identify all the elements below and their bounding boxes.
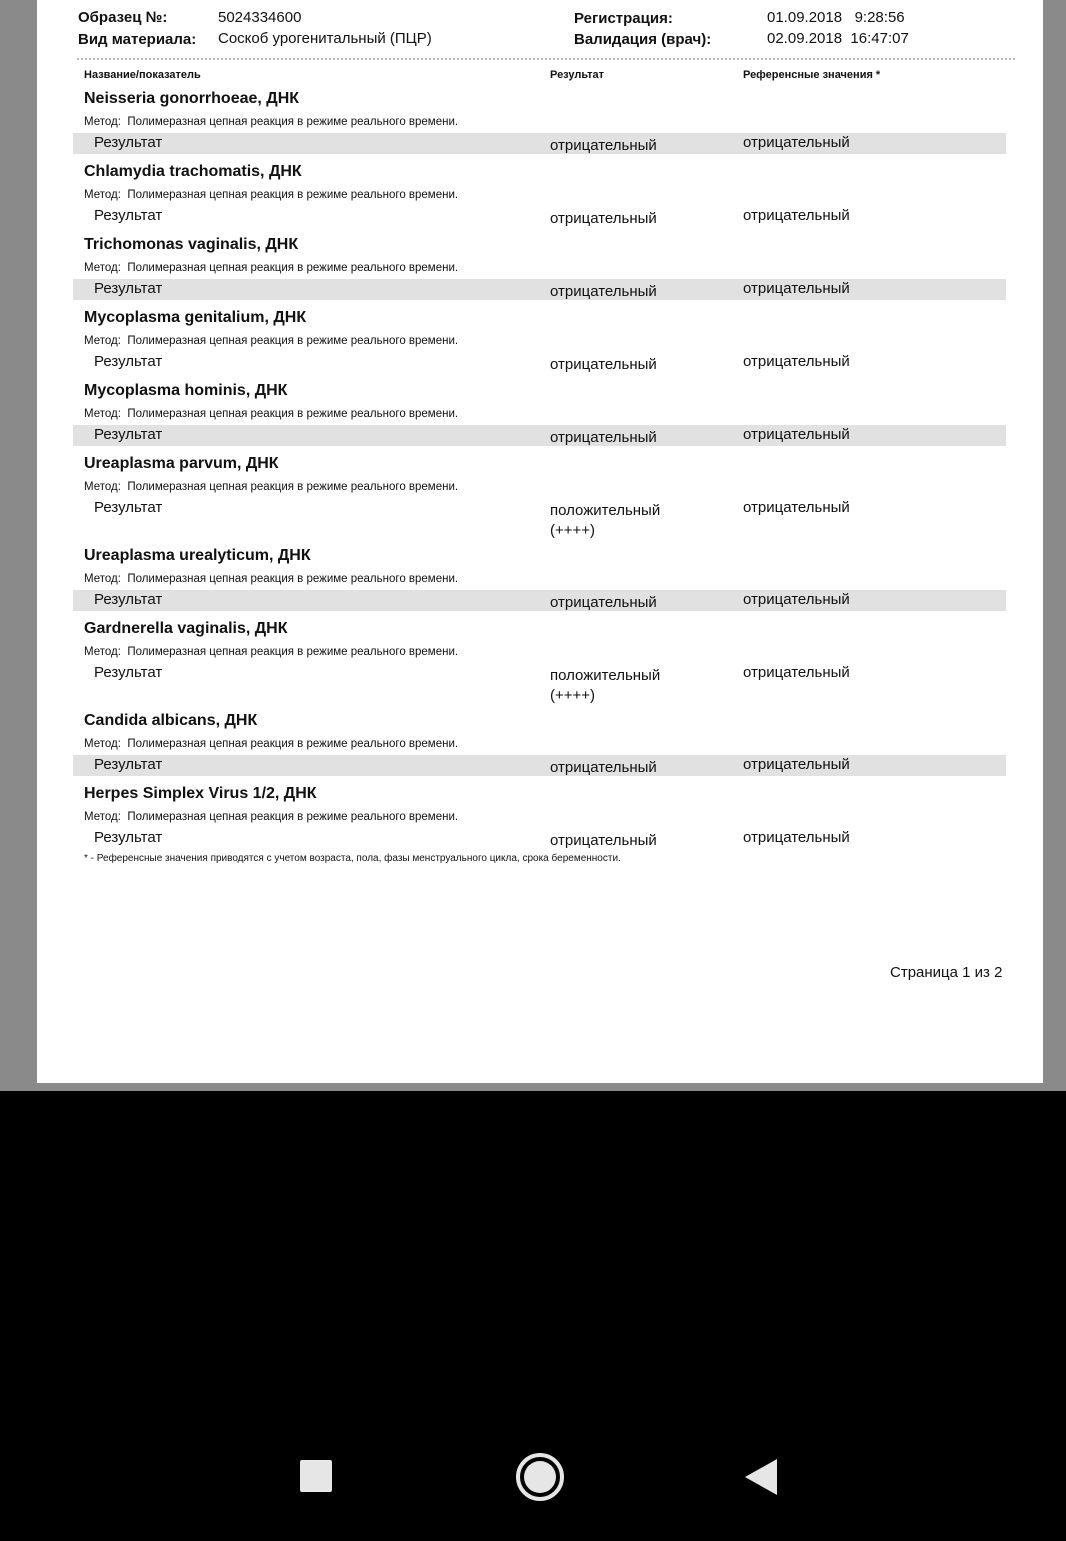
method-text: Полимеразная цепная реакция в режиме реального времени.	[127, 116, 459, 128]
result-label: Результат	[94, 664, 163, 681]
reference-value: отрицательный	[743, 664, 850, 681]
method-prefix: Метод:	[84, 335, 121, 347]
test-name: Trichomonas vaginalis, ДНК	[84, 236, 299, 253]
method-text: Полимеразная цепная реакция в режиме реального времени.	[127, 262, 459, 274]
test-method	[84, 811, 458, 823]
result-value	[550, 758, 657, 778]
result-intensity: (++++)	[550, 522, 596, 539]
result-text: отрицательный	[550, 356, 657, 373]
result-value	[550, 136, 657, 156]
test-name: Candida albicans, ДНК	[84, 712, 258, 729]
test-name: Herpes Simplex Virus 1/2, ДНК	[84, 785, 317, 802]
method-prefix: Метод:	[84, 646, 121, 658]
reference-value: отрицательный	[743, 134, 850, 151]
result-value	[550, 831, 657, 851]
test-name: Ureaplasma parvum, ДНК	[84, 455, 279, 472]
result-value	[550, 501, 660, 541]
result-value	[550, 428, 657, 448]
test-name: Chlamydia trachomatis, ДНК	[84, 163, 302, 180]
result-text: отрицательный	[550, 832, 657, 849]
result-intensity: (++++)	[550, 687, 596, 704]
home-button[interactable]	[514, 1451, 566, 1508]
method-text: Полимеразная цепная реакция в режиме реального времени.	[127, 335, 459, 347]
document-page	[37, 0, 1043, 1083]
reference-value: отрицательный	[743, 426, 850, 443]
result-row	[73, 828, 1006, 849]
material-value: Соскоб урогенитальный (ПЦР)	[218, 30, 432, 47]
result-value	[550, 209, 657, 229]
test-method	[84, 189, 458, 201]
result-text: положительный	[550, 667, 661, 684]
method-text: Полимеразная цепная реакция в режиме реального времени.	[127, 738, 459, 750]
validation-label: Валидация (врач):	[574, 31, 712, 48]
result-row	[73, 352, 1006, 373]
home-icon	[514, 1451, 566, 1503]
material-label: Вид материала:	[78, 31, 197, 48]
sample-label: Образец №:	[78, 9, 168, 26]
registration-value: 01.09.2018 9:28:56	[767, 9, 905, 26]
method-text: Полимеразная цепная реакция в режиме реального времени.	[127, 189, 459, 201]
reference-value: отрицательный	[743, 756, 850, 773]
result-value	[550, 593, 657, 613]
test-name: Gardnerella vaginalis, ДНК	[84, 620, 288, 637]
test-method	[84, 335, 458, 347]
test-method	[84, 646, 458, 658]
result-label: Результат	[94, 756, 163, 773]
footnote: * - Референсные значения приводятся с учетом возраста, пола, фазы менструального цикла, срока беременности.	[84, 853, 621, 864]
test-name: Mycoplasma genitalium, ДНК	[84, 309, 307, 326]
result-value	[550, 282, 657, 302]
method-text: Полимеразная цепная реакция в режиме реального времени.	[127, 573, 459, 585]
back-button[interactable]	[743, 1457, 779, 1502]
column-header-name: Название/показатель	[84, 69, 201, 81]
result-text: отрицательный	[550, 210, 657, 227]
result-value	[550, 355, 657, 375]
test-method	[84, 262, 458, 274]
page-number: Страница 1 из 2	[890, 964, 1003, 981]
result-label: Результат	[94, 353, 163, 370]
result-row	[73, 206, 1006, 227]
result-label: Результат	[94, 280, 163, 297]
method-text: Полимеразная цепная реакция в режиме реального времени.	[127, 811, 459, 823]
method-prefix: Метод:	[84, 811, 121, 823]
registration-label: Регистрация:	[574, 10, 673, 27]
result-text: положительный	[550, 502, 661, 519]
result-label: Результат	[94, 207, 163, 224]
recents-button[interactable]	[299, 1459, 333, 1498]
test-method	[84, 408, 458, 420]
test-method	[84, 481, 458, 493]
result-text: отрицательный	[550, 429, 657, 446]
column-header-reference: Референсные значения *	[743, 69, 881, 81]
method-prefix: Метод:	[84, 262, 121, 274]
reference-value: отрицательный	[743, 591, 850, 608]
test-method	[84, 573, 458, 585]
method-text: Полимеразная цепная реакция в режиме реального времени.	[127, 646, 459, 658]
recents-icon	[299, 1459, 333, 1493]
reference-value: отрицательный	[743, 280, 850, 297]
result-text: отрицательный	[550, 137, 657, 154]
test-name: Ureaplasma urealyticum, ДНК	[84, 547, 311, 564]
method-prefix: Метод:	[84, 408, 121, 420]
sample-value: 5024334600	[218, 9, 302, 26]
method-prefix: Метод:	[84, 738, 121, 750]
method-prefix: Метод:	[84, 481, 121, 493]
result-text: отрицательный	[550, 759, 657, 776]
result-row	[73, 133, 1006, 154]
reference-value: отрицательный	[743, 207, 850, 224]
result-row	[73, 590, 1006, 611]
result-label: Результат	[94, 591, 163, 608]
column-header-result: Результат	[550, 69, 605, 81]
header-divider	[77, 58, 1015, 60]
result-row	[73, 663, 1006, 704]
validation-value: 02.09.2018 16:47:07	[767, 30, 909, 47]
back-icon	[743, 1457, 779, 1497]
result-value	[550, 666, 660, 706]
reference-value: отрицательный	[743, 829, 850, 846]
method-text: Полимеразная цепная реакция в режиме реального времени.	[127, 408, 459, 420]
test-name: Mycoplasma hominis, ДНК	[84, 382, 288, 399]
result-label: Результат	[94, 829, 163, 846]
result-row	[73, 498, 1006, 539]
result-row	[73, 279, 1006, 300]
navigation-bar	[0, 1091, 1066, 1541]
method-text: Полимеразная цепная реакция в режиме реального времени.	[127, 481, 459, 493]
result-text: отрицательный	[550, 283, 657, 300]
result-label: Результат	[94, 499, 163, 516]
result-label: Результат	[94, 426, 163, 443]
result-row	[73, 755, 1006, 776]
reference-value: отрицательный	[743, 353, 850, 370]
result-label: Результат	[94, 134, 163, 151]
method-prefix: Метод:	[84, 116, 121, 128]
method-prefix: Метод:	[84, 573, 121, 585]
test-method	[84, 116, 458, 128]
test-method	[84, 738, 458, 750]
result-text: отрицательный	[550, 594, 657, 611]
method-prefix: Метод:	[84, 189, 121, 201]
reference-value: отрицательный	[743, 499, 850, 516]
test-name: Neisseria gonorrhoeae, ДНК	[84, 90, 300, 107]
result-row	[73, 425, 1006, 446]
